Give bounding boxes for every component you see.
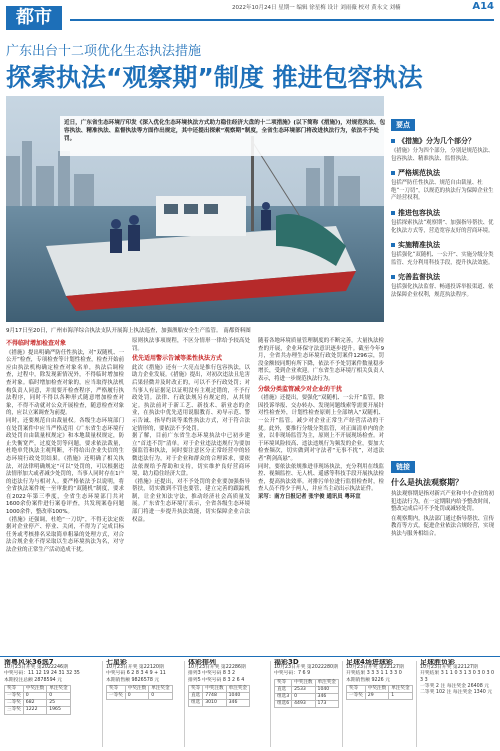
lottery-title: 福彩3D — [274, 659, 299, 666]
header-rule — [70, 19, 494, 21]
link-paragraph: 在观察期内，执法部门通过指导帮扶、宣传教育等方式，促进企业依法合规经营，实现执法与服务相结合。 — [391, 515, 494, 537]
lottery-line: 开奖结果 3 3 3 1 1 3 3 0 — [346, 671, 402, 677]
article-headline: 探索执法“观察期”制度 推进包容执法 — [6, 63, 423, 92]
sidebar-item — [391, 136, 494, 163]
table-cell: 一等奖 — [347, 693, 366, 700]
paragraph: 此次《措施》还有一大亮点是推行包容执法，以助力企业发展。《措施》提出，对初次违法且危害后果轻微并及时改正的，可以不予行政处罚；对当事人有证据足以证明没有主观过错的，不予行政处罚。法律、行政法规另有规定的，从其规定。执法前对于新工艺、新技术、新业态的企业，在执法中优先适用说服教育、劝导示范、警示告诫、指导约谈等柔性执法方式，对于符合法定情形的，要依法不予处罚。 — [132, 364, 250, 432]
key-points-sidebar — [391, 112, 494, 300]
paragraph: 《措施》还提出，对不予处罚的企业要加强指导帮扶，切实做到不罚也要管，建立完善的跟踪机制，让企业知法守法，推动经济社会高质量发展。广东省生态环境厅表示，全省各级生态环境部门将进一步提升执法效能，切实保障企业合法权益。 — [132, 478, 250, 523]
table-cell: 奖等 — [189, 685, 203, 692]
table-cell: 173 — [315, 701, 338, 708]
table-cell: 0 — [47, 693, 70, 700]
table-cell: 0 — [292, 694, 315, 701]
table-cell: 单注奖金 — [315, 679, 338, 686]
table-cell: 4493 — [292, 701, 315, 708]
table-cell: 中奖注数 — [125, 685, 148, 692]
table-cell: 中奖注数 — [203, 685, 226, 692]
table-cell: 单注奖金 — [149, 685, 172, 692]
sidebar-item-text: 包括强化“双随机、一公开”、实施分级分类监管、充分利用科技手段，提升执法效能。 — [391, 252, 494, 266]
table-cell: 0 — [125, 693, 148, 700]
sidebar-item-text: 《措施》分为四个部分，分别是规范执法、包容执法、精准执法、监督执法。 — [391, 148, 494, 162]
byline: 采写：南方日报记者 张宇俊 通讯员 粤环宣 — [258, 493, 361, 500]
lottery-results-strip — [0, 656, 500, 751]
sidebar-item-title: 《措施》分为几个部分？ — [398, 137, 475, 145]
table-cell: 0 — [23, 693, 46, 700]
lottery-line: 中奖号码：11 12 19 24 31 32 35 — [4, 671, 80, 677]
table-cell: 组选 — [189, 700, 203, 707]
lottery-block — [346, 659, 414, 749]
lottery-line: 中奖号码：7 6 9 — [274, 671, 311, 677]
table-cell: 一等奖 — [107, 693, 126, 700]
lottery-line: 一等奖 2 注 每注奖金 26408 元 — [420, 683, 490, 689]
lottery-line: 10月23日开奖 第22286期 — [188, 665, 246, 671]
lottery-line: 本期销售额 9826578 元 — [106, 677, 160, 683]
sidebar-item-text: 包括严防任性执法、规范自由裁量、杜绝“一刀切”，以规范的执法行为保障企业生产经营权利。 — [391, 180, 494, 202]
lottery-line: 中奖号码 6 2 8 3 4 9 + 11 — [106, 671, 166, 677]
table-cell: 直选 — [275, 686, 292, 693]
square-bullet-icon — [391, 243, 395, 247]
lottery-line: 排列3 中奖号码 8 3 2 — [188, 671, 236, 677]
lottery-table — [346, 685, 413, 700]
lottery-table — [4, 685, 71, 715]
link-title: 什么是执法观察期？ — [391, 478, 463, 487]
lottery-line: 10月23日开奖 第22127期 — [346, 665, 404, 671]
article-column-2 — [132, 338, 250, 524]
table-cell: 1 — [389, 693, 412, 700]
lottery-line: 二等奖 102 注 每注奖金 1340 元 — [420, 690, 493, 696]
page-header — [0, 0, 500, 34]
paragraph: 随着各地环境质量管理制度的不断完善，大量执法检查的开展，企业环保守法意识逐步提升。截至今年9月，全省共办理生态环境行政处罚案件1296宗，罚没金额较同期有所下降，依法不予处罚案件数量稳步增长，受到企业欢迎。广东省生态环境厅相关负责人表示，将进一步规范执法行为。 — [258, 338, 384, 382]
sidebar-item — [391, 208, 494, 235]
lottery-table — [106, 685, 173, 700]
lottery-table — [188, 685, 250, 708]
paragraph: 同时，要依法依规推进非现场执法，充分利用在线监控、视频监控、无人机、遥感等科技手段开展执法检查，提高执法效率。对排污单位进行监督检查时，检查人员不得少于两人，并应当主动出示执法证件。 — [258, 463, 384, 493]
sidebar-item-text: 包括强化执法监督、畅通投诉举报渠道、依法保障企业权利，规范执法程序。 — [391, 284, 494, 298]
table-cell: 1222 — [23, 707, 46, 714]
table-cell: 1965 — [47, 707, 70, 714]
lottery-block — [106, 659, 182, 749]
paragraph: 《措施》提出明确严防任性执法，对“双随机、一公开”检查，专项检查等计划性检查，检查开始前应由执法机构确定检查对象名单，执法后调检查，过程中，除发现新情况外，不得临时增加检查对象。临时增加检查对象的，应当取得执法机构负责人同意，并需要开检查程序，严格履行执法程序，同时不得以各种形式随意增加检查对象，不得不动就对公众开展检查，随意检查对象的，应以立案调查为前提。 — [6, 349, 124, 417]
table-cell: 25 — [47, 700, 70, 707]
sidebar-item-title: 推进包容执法 — [398, 208, 440, 217]
table-cell: 中奖注数 — [365, 685, 388, 692]
lottery-line: 本期销售额 9226 元 — [346, 677, 391, 683]
table-cell: 单注奖金 — [47, 685, 70, 692]
table-cell: 奖等 — [347, 685, 366, 692]
square-bullet-icon — [391, 171, 395, 175]
lottery-block — [188, 659, 268, 749]
header-meta: 2022年10月24日 星期一 编辑 徐星梅 设计 刘雨薇 校对 黄永文 刘楠 — [232, 5, 401, 11]
article-lead: 近日，广东省生态环境厅印发《深入优化生态环境执法方式助力稳住经济大盘的十二项措施》(以下简称《措施》)，对规范执法、包容执法、精准执法、监督执法等方面作出规定，其中还提出探索“观察期”制度，全省生态环境部门将改进执法行为，依法不予处罚。 — [60, 116, 393, 156]
table-cell: 奖等 — [107, 685, 126, 692]
lottery-title: 体彩排列 — [188, 659, 216, 666]
table-cell: 0 — [149, 693, 172, 700]
table-cell: 奖等 — [5, 685, 24, 692]
photo-caption: 9月17日至20日，广州市海洋综合执法支队开展海上执法巡查，加强渔船安全生产监管。 南都资料图 — [6, 328, 251, 334]
paragraph: 《措施》还提出，要强化“双随机、一公开”监管，除因投诉举报、交办转办、发现问题线索等需要开展针对性检查外，计划性检查原则上全部纳入“双随机、一公开”监管。减少对企业正常生产经营活动的干扰。此外，要推行分级分类监管，对正面清单内的企业，以非现场监管为主，原则上不开展现场检查。对于环境风险较高、违法违规行为频发的企业，要加大检查频次，切实做到对守法者“无事不扰”，对违法者“利剑高悬”。 — [258, 395, 384, 462]
sidebar-item — [391, 272, 494, 299]
square-bullet-icon — [391, 275, 395, 279]
square-bullet-icon — [391, 139, 395, 143]
table-cell: 一等奖 — [5, 693, 24, 700]
lottery-title: 足球胜负彩 — [420, 659, 455, 666]
table-cell: 2533 — [292, 686, 315, 693]
table-cell: 组选6 — [275, 701, 292, 708]
sidebar-item-title: 严格规范执法 — [398, 169, 440, 178]
lottery-line: 10月23日开奖 第22127期 — [420, 665, 478, 671]
sidebar-tag: 要点 — [391, 119, 415, 131]
table-cell: 奖等 — [275, 679, 292, 686]
table-cell: 单注奖金 — [389, 685, 412, 692]
sidebar-item-text: 包括探索执法“观察期”、加强指导帮扶、优化执法方式等，营造宽容友好的营商环境。 — [391, 219, 494, 234]
table-cell: 三等奖 — [5, 707, 24, 714]
table-cell: 中奖注数 — [292, 679, 315, 686]
square-bullet-icon — [391, 211, 395, 215]
table-cell: 3010 — [203, 700, 226, 707]
link-tag: 链接 — [391, 461, 415, 473]
lottery-line: 开奖结果 3 1 1 0 3 1 3 0 3 0 3 0 3 3 — [420, 671, 495, 683]
lottery-table — [274, 679, 339, 709]
paragraph: 原则执法事项规程，不区分情形一律给予较高处罚。 — [132, 338, 250, 352]
table-cell: 1040 — [226, 693, 249, 700]
article-kicker: 广东出台十二项优化生态执法措施 — [6, 44, 202, 59]
lottery-block — [4, 659, 100, 749]
table-cell: 346 — [226, 700, 249, 707]
lottery-title: 足球4场进球彩 — [346, 659, 393, 666]
lottery-line: 10月23日开奖 第2022280期 — [274, 665, 338, 671]
lottery-title: 南粤风采36选7 — [4, 659, 54, 666]
table-cell: 二等奖 — [5, 700, 24, 707]
sidebar-item-title: 完善监督执法 — [398, 273, 440, 282]
table-cell: 直选 — [189, 693, 203, 700]
lottery-line: 排列5 中奖号码 8 3 2 6 4 — [188, 677, 245, 683]
paragraph: 同时，还要规范自由裁量权。各级生态环境部门在处罚案件中应当严格适用《广东省生态环境行政处罚自由裁量权规定》和本地裁量权规定，防止失衡宽严，过度处罚等问题，要求依法裁量，杜绝单凭执法主观判断，不得给出企业失信的生态环境行政处罚结果。《措施》还明确了相关执法，对法律明确规定“可以”处罚的，可以根据违法情形加大或者减少处罚的，当事人同时存在1户的违法行为与相对人。要严格依法予以说明，将全省执法案件统一至审批的“双随机”制度，要求在2022年第三季度，全省生态环境部门共对1600余份案件进行案卷评查，共发现案卷问题1000余件，整改率100%。 — [6, 417, 124, 516]
subheading: 优先适用警示告诫等柔性执法方式 — [132, 355, 223, 363]
lottery-title: 七星彩 — [106, 659, 127, 666]
paragraph: 据了解，目前广东省生态环境执法中已初步建立“首违不罚”清单。对于企业违法违规行为要加强监管和执法，同时要注意区分正常经营中的轻微违法行为，对于企业和群众的合理诉求，要依法依规给予帮助和支持，切实维护良好营商环境，助力稳住经济大盘。 — [132, 433, 250, 478]
sidebar-item — [391, 240, 494, 267]
table-cell: 1040 — [315, 686, 338, 693]
paragraph: 《措施》还强调，杜绝“一刀切”，不得无法定依据对企业停产、停业、关闭，不得为了完成目标任务或考核排名采取简单粗暴的处理方式，对合法合规企业不得采取以生态环境执法为名，对守法企业的正常生产活动造成干扰。 — [6, 516, 124, 554]
lottery-line: 10月23日开奖 第2022246期 — [4, 665, 68, 671]
lottery-line: 本期投注总额 2878594 元 — [4, 677, 62, 683]
article-column-1 — [6, 338, 124, 555]
lottery-line: 10月23日开奖 第22120期 — [106, 665, 164, 671]
subheading: 不得临时增加检查对象 — [6, 340, 67, 347]
sidebar-item — [391, 168, 494, 203]
table-cell: 7748 — [203, 693, 226, 700]
table-cell: 29 — [365, 693, 388, 700]
table-cell: 682 — [23, 700, 46, 707]
link-sidebar — [391, 454, 494, 541]
sidebar-item-title: 实施精准执法 — [398, 241, 440, 250]
table-cell: 346 — [315, 694, 338, 701]
section-name: 都市 — [6, 6, 62, 30]
lottery-block — [420, 659, 496, 749]
lottery-block — [274, 659, 340, 749]
table-cell: 组选3 — [275, 694, 292, 701]
table-cell: 中奖注数 — [23, 685, 46, 692]
page-number: A14 — [472, 1, 494, 12]
table-cell: 单注奖金 — [226, 685, 249, 692]
subheading: 分级分类监管减少对企业的干扰 — [258, 385, 343, 393]
article-column-3 — [258, 338, 384, 501]
link-paragraph: 执法观察期是指对新兴产业和中小企业的初犯违法行为，在一定期限内给予整改时间，整改完成后可不予处罚或减轻处罚。 — [391, 491, 494, 513]
